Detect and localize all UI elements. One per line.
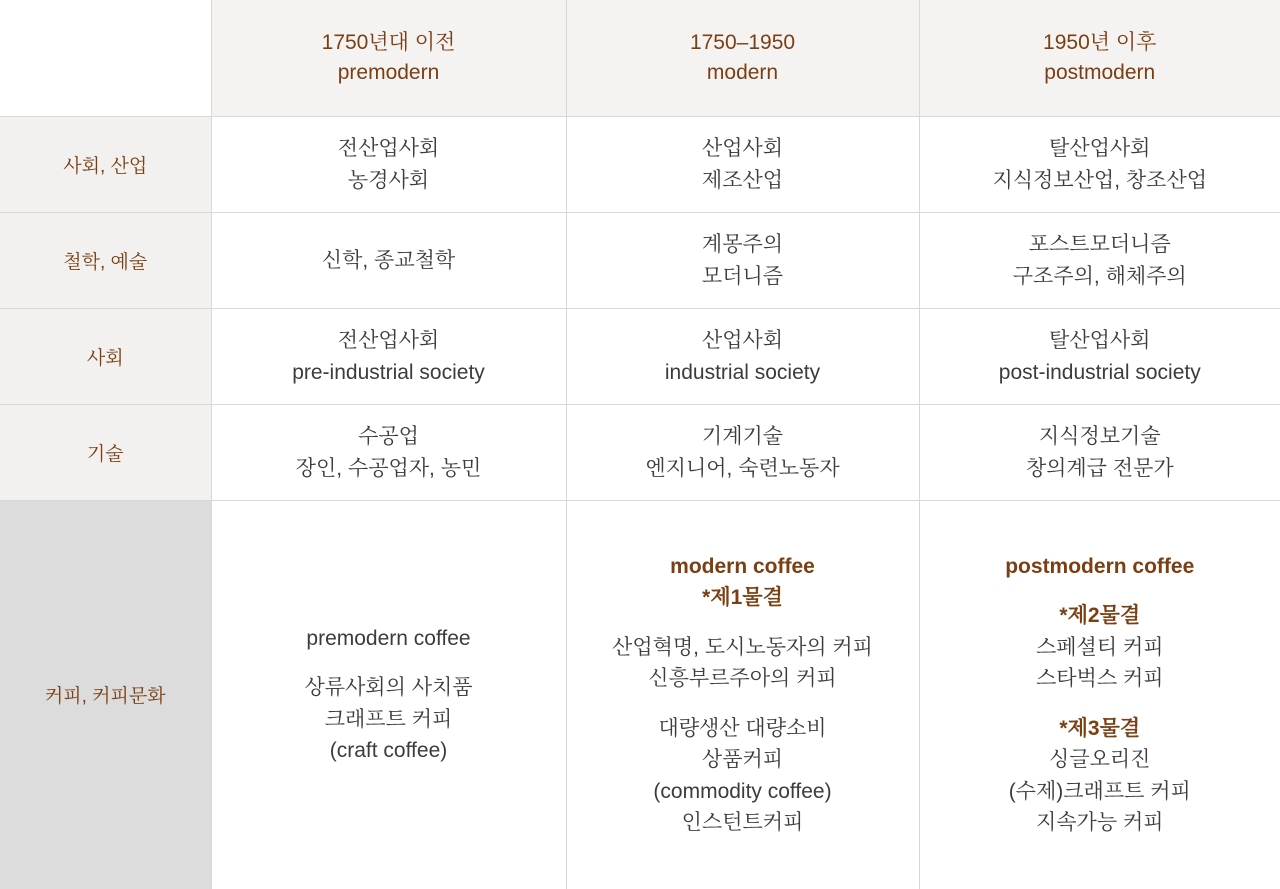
cell-block xyxy=(220,623,558,655)
cell-line: pre-industrial society xyxy=(292,360,485,384)
cell-line: 싱글오리진 xyxy=(1049,748,1151,772)
cell-block-heading xyxy=(928,551,1273,583)
cell-block xyxy=(575,713,911,839)
row-header-society-industry: 사회, 산업 xyxy=(0,117,211,213)
cell-line: *제2물결 xyxy=(1059,604,1141,628)
column-header-premodern-name: premodern xyxy=(337,61,440,84)
cell-line: 구조주의, 해체주의 xyxy=(1012,264,1187,288)
cell-line: 크래프트 커피 xyxy=(324,707,453,731)
cell-line: *제3물결 xyxy=(1059,716,1141,740)
table-row xyxy=(0,213,1280,309)
column-header-postmodern xyxy=(919,0,1280,117)
cell-line: 계몽주의 xyxy=(701,233,784,256)
cell-line: *제1물결 xyxy=(702,586,783,610)
column-header-premodern xyxy=(211,0,566,117)
cell-block xyxy=(928,632,1273,695)
cell-technology-postmodern xyxy=(919,405,1280,501)
cell-line: 신학, 종교철학 xyxy=(321,248,456,272)
row-header-philosophy-art: 철학, 예술 xyxy=(0,213,211,309)
table-row xyxy=(0,309,1280,405)
column-header-postmodern-name: postmodern xyxy=(1044,61,1156,84)
row-header-coffee-culture: 커피, 커피문화 xyxy=(0,501,211,889)
cell-line: 전산업사회 xyxy=(337,329,440,352)
cell-line: 지식정보기술 xyxy=(1038,425,1161,448)
cell-line: 상류사회의 사치품 xyxy=(304,676,473,700)
cell-line: 기계기술 xyxy=(701,425,784,448)
cell-line: 장인, 수공업자, 농민 xyxy=(295,456,482,480)
cell-philosophy-modern xyxy=(566,213,919,309)
table-row xyxy=(0,501,1280,889)
cell-block xyxy=(928,744,1273,839)
column-header-modern xyxy=(566,0,919,117)
cell-coffee-postmodern xyxy=(919,501,1280,889)
cell-line: 신흥부르주아의 커피 xyxy=(648,667,837,691)
cell-line: 스타벅스 커피 xyxy=(1035,667,1164,691)
cell-line: 모더니즘 xyxy=(701,264,784,288)
cell-technology-modern xyxy=(566,405,919,501)
cell-line: 인스턴트커피 xyxy=(681,811,804,835)
cell-block-subheading xyxy=(928,713,1273,745)
cell-social-modern xyxy=(566,309,919,405)
cell-line: 상품커피 xyxy=(701,748,784,772)
table-header-row xyxy=(0,0,1280,117)
row-header-social: 사회 xyxy=(0,309,211,405)
cell-line: 전산업사회 xyxy=(337,137,440,160)
cell-line: 창의계급 전문가 xyxy=(1025,456,1174,480)
cell-line: (수제)크래프트 커피 xyxy=(1008,779,1191,803)
cell-line: 엔지니어, 숙련노동자 xyxy=(645,456,840,480)
cell-line: 산업사회 xyxy=(701,137,784,160)
cell-line: 대량생산 대량소비 xyxy=(658,716,827,740)
cell-line: 산업사회 xyxy=(701,329,784,352)
column-header-postmodern-period: 1950년 이후 xyxy=(1043,31,1157,55)
cell-line: (craft coffee) xyxy=(329,739,448,763)
column-header-premodern-period: 1750년대 이전 xyxy=(321,31,456,55)
cell-philosophy-premodern xyxy=(211,213,566,309)
cell-line: 탈산업사회 xyxy=(1049,329,1151,352)
cell-coffee-premodern xyxy=(211,501,566,889)
table-row xyxy=(0,405,1280,501)
cell-line: (commodity coffee) xyxy=(653,779,832,803)
cell-block xyxy=(220,672,558,767)
row-header-technology: 기술 xyxy=(0,405,211,501)
cell-philosophy-postmodern xyxy=(919,213,1280,309)
cell-line: 제조산업 xyxy=(701,168,784,192)
cell-line: 수공업 xyxy=(358,425,419,448)
cell-social-premodern xyxy=(211,309,566,405)
cell-block xyxy=(575,632,911,695)
cell-line: premodern coffee xyxy=(306,626,471,650)
cell-line: 지식정보산업, 창조산업 xyxy=(992,168,1208,192)
table-corner-cell xyxy=(0,0,211,117)
column-header-modern-name: modern xyxy=(706,61,779,84)
cell-line: postmodern coffee xyxy=(1005,554,1195,578)
cell-line: post-industrial society xyxy=(998,360,1201,384)
table-row xyxy=(0,117,1280,213)
cell-line: 포스트모더니즘 xyxy=(1028,233,1171,256)
cell-block-heading xyxy=(575,551,911,614)
cell-line: modern coffee xyxy=(670,554,815,578)
cell-social-postmodern xyxy=(919,309,1280,405)
cell-society-premodern xyxy=(211,117,566,213)
cell-line: 산업혁명, 도시노동자의 커피 xyxy=(612,635,873,659)
cell-line: 지속가능 커피 xyxy=(1035,811,1164,835)
cell-technology-premodern xyxy=(211,405,566,501)
cell-block-subheading xyxy=(928,600,1273,632)
cell-line: 탈산업사회 xyxy=(1049,137,1151,160)
cell-society-postmodern xyxy=(919,117,1280,213)
cell-line: 스페셜티 커피 xyxy=(1035,635,1164,659)
cell-coffee-modern xyxy=(566,501,919,889)
cell-society-modern xyxy=(566,117,919,213)
cell-line: 농경사회 xyxy=(347,168,430,192)
column-header-modern-period: 1750–1950 xyxy=(689,31,796,55)
cell-line: industrial society xyxy=(664,360,821,384)
